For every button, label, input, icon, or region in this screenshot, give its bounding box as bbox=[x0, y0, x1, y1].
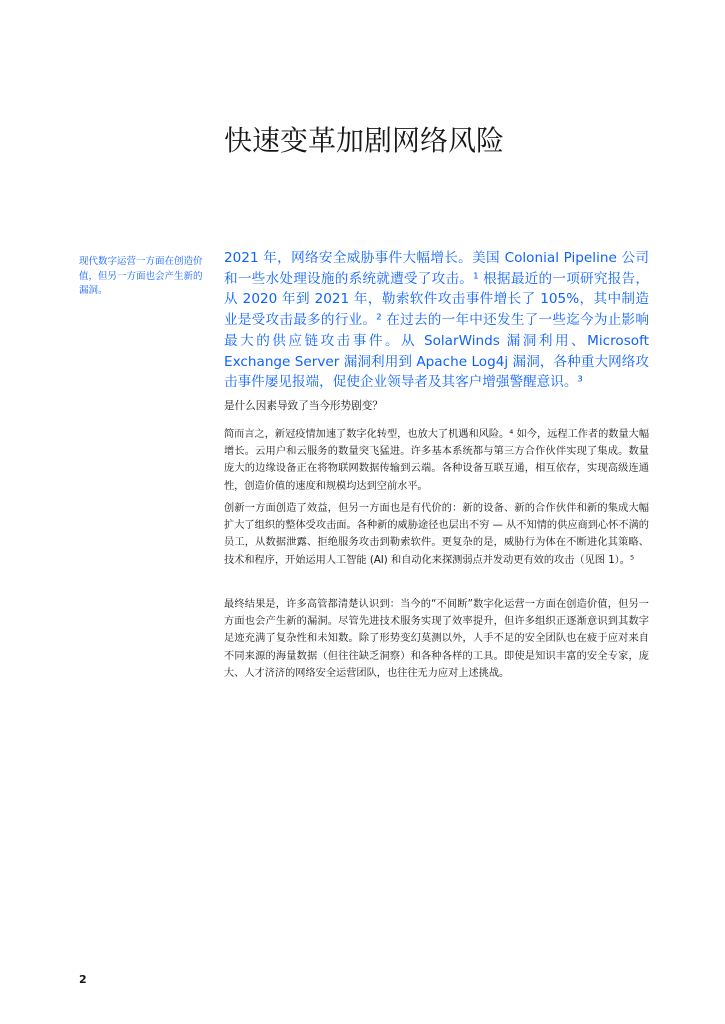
page-number: 2 bbox=[79, 973, 87, 986]
body-paragraph-3: 最终结果是，许多高管都清楚认识到：当今的“不间断”数字化运营一方面在创造价值，但另一方面也会产生新的漏洞。尽管先进技术服务实现了效率提升，但许多组织正逐渐意识到其数字足迹充满了复杂性和未知数。除了形势变幻莫测以外，人手不足的安全团队也在疲于应对来自不同来源的海量数据（但往往缺乏洞察）和各种各样的工具。即使是知识丰富的安全专家，庞大、人才济济的网络安全运营团队，也往往无力应对上述挑战。 bbox=[224, 599, 649, 679]
page-title: 快速变革加剧网络风险 bbox=[224, 124, 505, 157]
body-paragraph-2: 创新一方面创造了效益，但另一方面也是有代价的：新的设备、新的合作伙伴和新的集成大幅扩大了组织的整体受攻击面。各种新的威胁途径也层出不穷 — 从不知情的供应商到心怀不满的员工，从数据泄露、拒绝服务攻击到勒索软件。更复杂的是，威胁行为体在不断进化其策略、技术和程序，开始运用人工智能 (AI) 和自动化来探测弱点并发动更有效的攻击（见图 1）。⁵ bbox=[224, 503, 649, 566]
body-paragraph-1: 简而言之，新冠疫情加速了数字化转型，也放大了机遇和风险。⁴ 如今，远程工作者的数量大幅增长。云用户和云服务的数量突飞猛进。许多基本系统都与第三方合作伙伴实现了集成。数量庞大的边缘设备正在将物联网数据传输到云端。各种设备互联互通，相互依存，实现高级连通性，创造价值的速度和规模均达到空前水平。 bbox=[224, 429, 650, 492]
pull-quote: 现代数字运营一方面在创造价值，但另一方面也会产生新的漏洞。 bbox=[79, 256, 203, 296]
section-question: 是什么因素导致了当今形势剧变？ bbox=[224, 400, 383, 412]
lead-paragraph: 2021 年，网络安全威胁事件大幅增长。美国 Colonial Pipeline 公司和一些水处理设施的系统就遭受了攻击。¹ 根据最近的一项研究报告，从 2020 年到 2021 年，勒索软件攻击事件增长了 105%，其中制造业是受攻击最多的行业。² 在过去的一年中还发生了一些迄今为止影响最大的供应链攻击事件。从 SolarWinds 漏洞利用、Microsoft Exchange Server 漏洞利用到 Apache Log4j 漏洞，各种重大网络攻击事件屡见报端，促使企业领导者及其客户增强警醒意识。³ bbox=[224, 250, 649, 391]
